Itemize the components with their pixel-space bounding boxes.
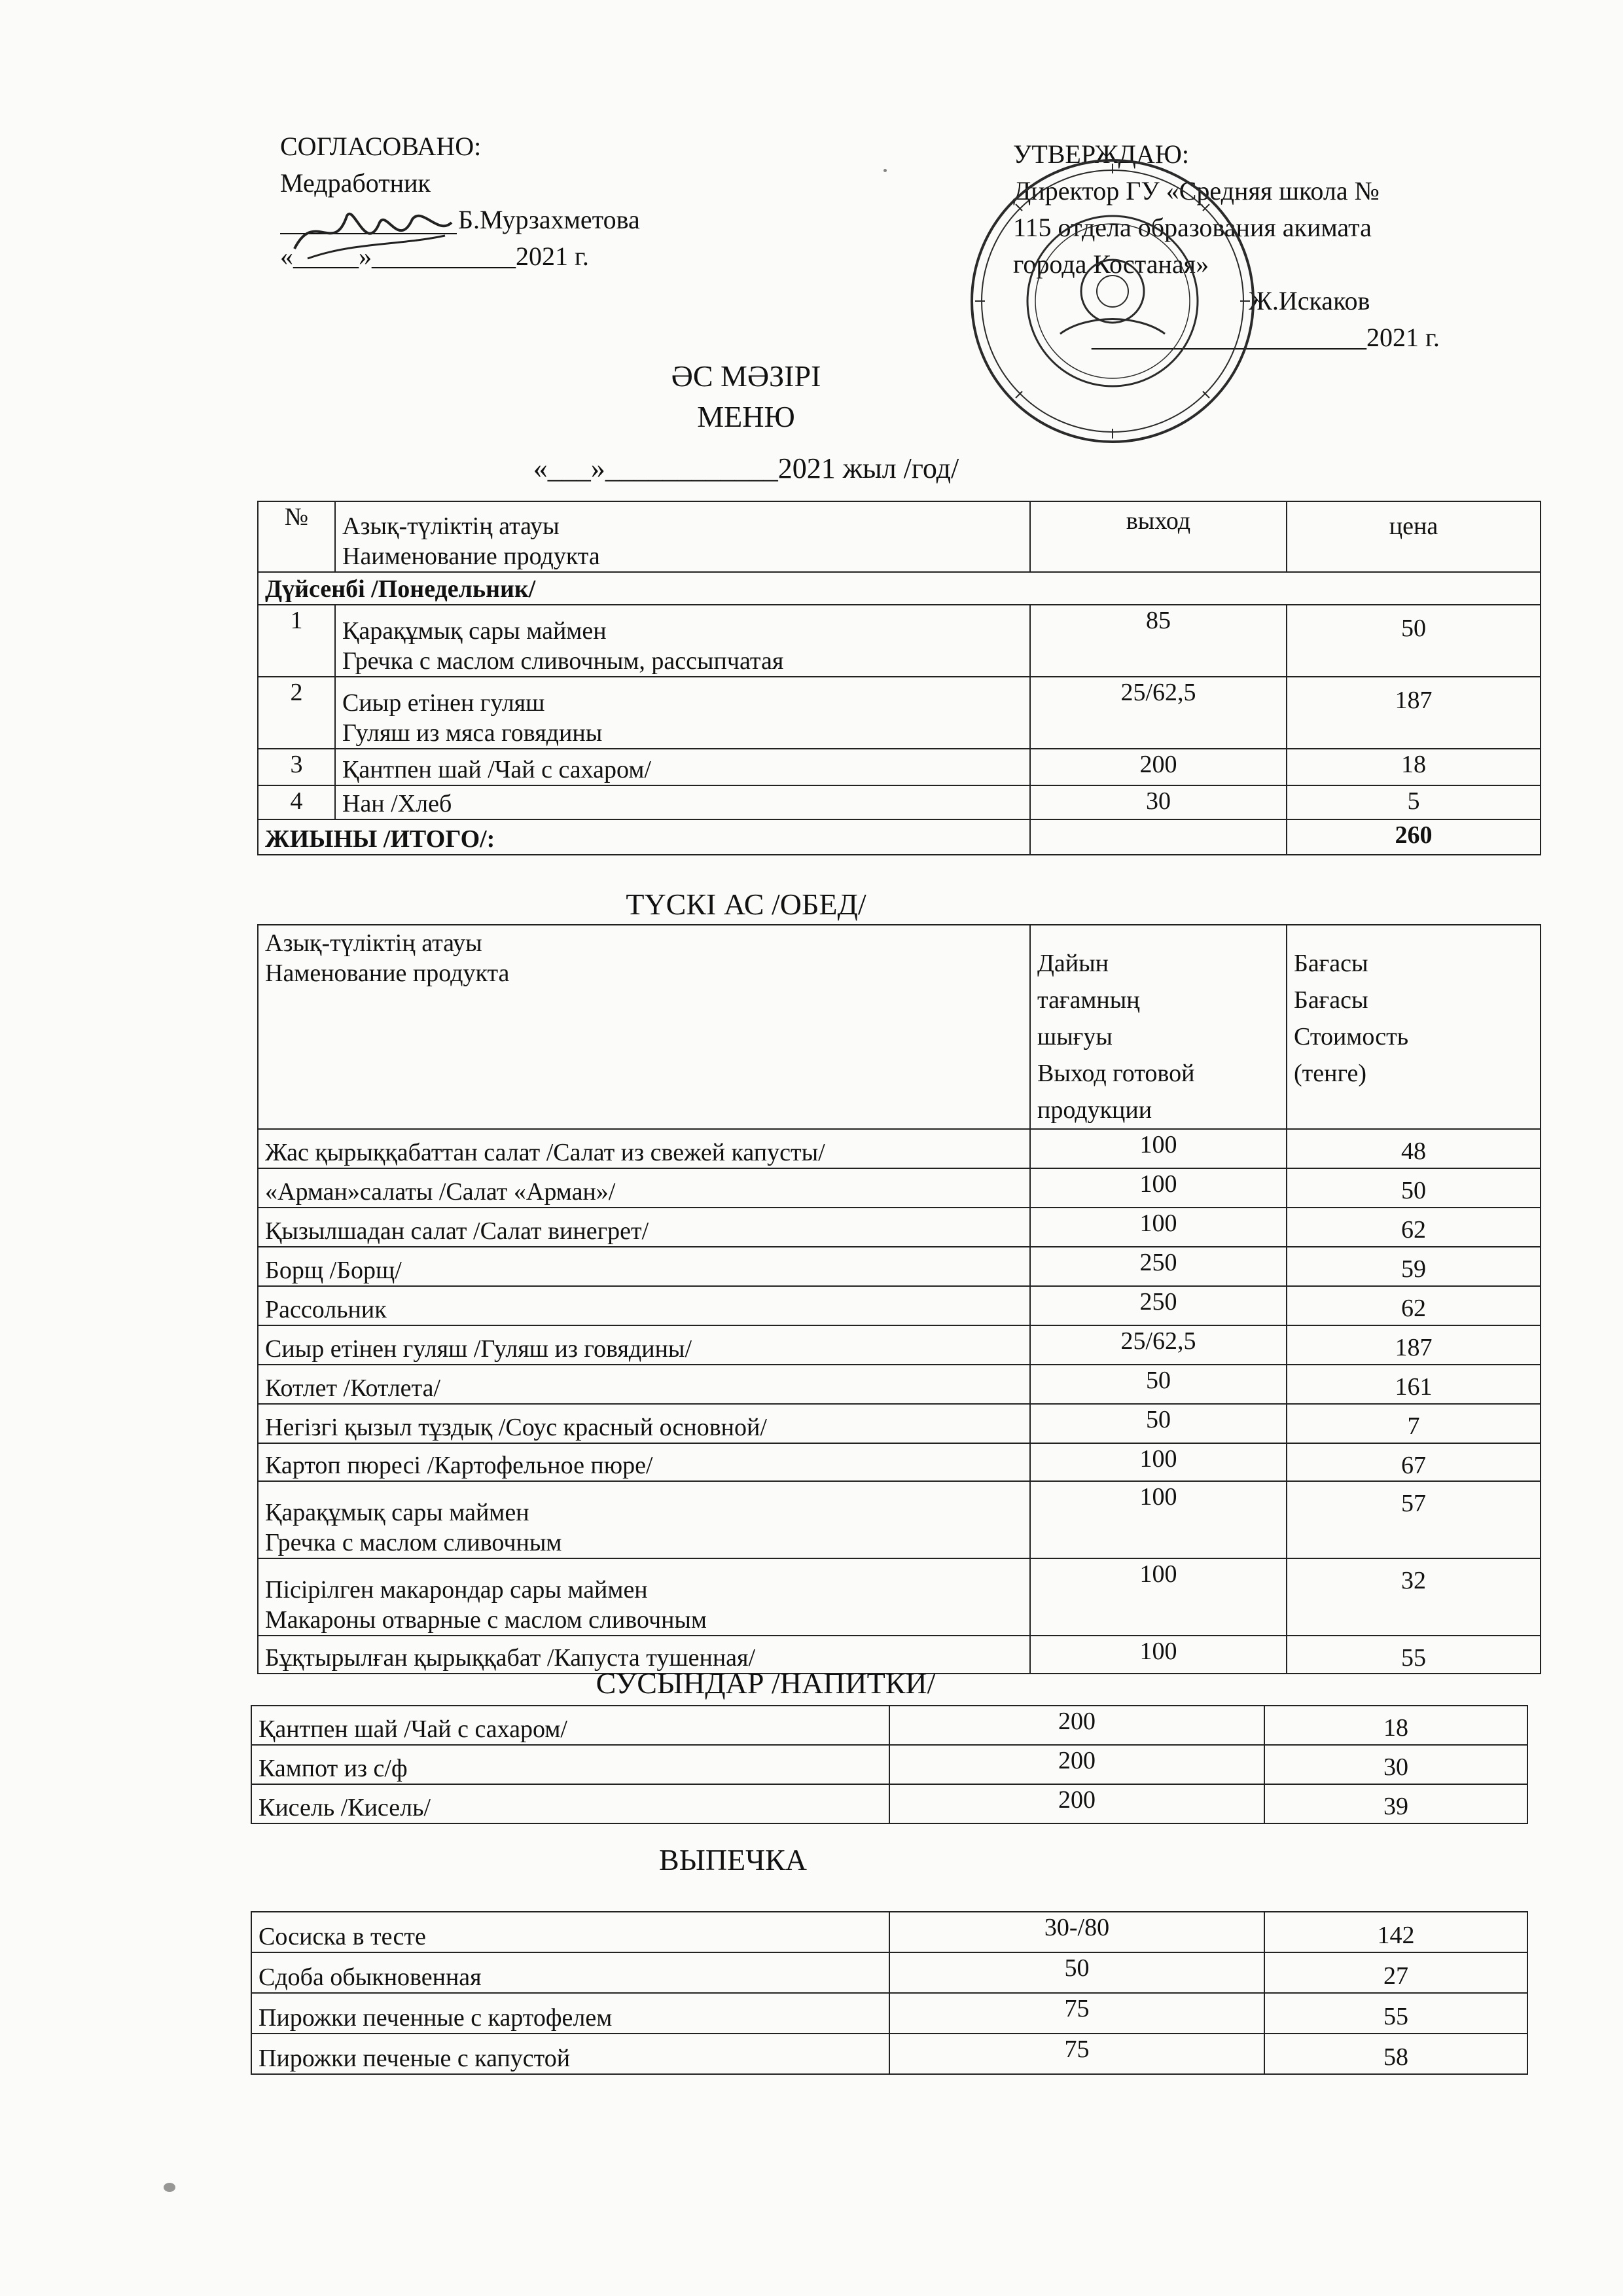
row-name: Сдоба обыкновенная bbox=[251, 1952, 889, 1993]
row-price: 187 bbox=[1287, 1325, 1541, 1365]
row-out: 200 bbox=[889, 1745, 1264, 1784]
row-price: 55 bbox=[1287, 1636, 1541, 1674]
row-out: 100 bbox=[1030, 1129, 1287, 1168]
row-name: Пирожки печеные с капустой bbox=[251, 2034, 889, 2074]
approved-right-line1: Директор ГУ «Средняя школа № bbox=[1013, 176, 1380, 206]
row-out: 100 bbox=[1030, 1481, 1287, 1558]
drinks-table bbox=[251, 1705, 1528, 1824]
row-name-1: Пісірілген макарондар сары маймен bbox=[265, 1576, 648, 1604]
row-price: 39 bbox=[1264, 1784, 1527, 1823]
lunch-title: ТҮСКІ АС /ОБЕД/ bbox=[626, 888, 866, 921]
approved-left-position: Медработник bbox=[280, 168, 431, 198]
row-price: 62 bbox=[1287, 1208, 1541, 1247]
row-no: 1 bbox=[258, 605, 335, 677]
row-name: Қантпен шай /Чай с сахаром/ bbox=[251, 1706, 889, 1745]
row-price: 58 bbox=[1264, 2034, 1527, 2074]
scan-speck bbox=[164, 2183, 175, 2192]
scan-speck bbox=[883, 169, 887, 172]
row-out: 250 bbox=[1030, 1286, 1287, 1325]
breakfast-table bbox=[257, 501, 1541, 855]
table-row bbox=[258, 1558, 1541, 1636]
row-name: Котлет /Котлета/ bbox=[258, 1365, 1030, 1404]
approved-right-date: _____________________2021 г. bbox=[1092, 323, 1440, 352]
row-name: Негізгі қызыл тұздық /Соус красный основной/ bbox=[258, 1404, 1030, 1443]
lunch-header-price-3: Стоимость bbox=[1294, 1023, 1409, 1050]
lunch-header-price-1: Бағасы bbox=[1294, 950, 1368, 977]
row-name-ru: Гречка с маслом сливочным, рассыпчатая bbox=[342, 647, 784, 675]
row-name: Сосиска в тесте bbox=[251, 1912, 889, 1952]
lunch-header-out bbox=[1030, 925, 1287, 1129]
header-name bbox=[335, 501, 1030, 572]
row-name: «Арман»салаты /Салат «Арман»/ bbox=[258, 1168, 1030, 1208]
row-name: Картоп пюресі /Картофельное пюре/ bbox=[258, 1443, 1030, 1481]
row-name: Борщ /Борщ/ bbox=[258, 1247, 1030, 1286]
approved-right-line2: 115 отдела образования акимата bbox=[1013, 213, 1372, 242]
row-price: 32 bbox=[1287, 1558, 1541, 1636]
row-name: Рассольник bbox=[258, 1286, 1030, 1325]
row-out: 75 bbox=[889, 1993, 1264, 2034]
table-row bbox=[251, 1745, 1527, 1784]
lunch-header-out-3: шығуы bbox=[1037, 1023, 1113, 1050]
row-out: 100 bbox=[1030, 1558, 1287, 1636]
table-row bbox=[251, 1993, 1527, 2034]
table-row bbox=[258, 785, 1541, 819]
approved-left-date: «_____»___________2021 г. bbox=[280, 242, 589, 271]
total-row bbox=[258, 819, 1541, 855]
row-name-ru: Гуляш из мяса говядины bbox=[342, 719, 603, 747]
row-name: Кампот из с/ф bbox=[251, 1745, 889, 1784]
table-row bbox=[251, 1952, 1527, 1993]
day-row bbox=[258, 572, 1541, 605]
total-value: 260 bbox=[1287, 819, 1541, 855]
total-empty bbox=[1030, 819, 1287, 855]
approved-left-title: СОГЛАСОВАНО: bbox=[280, 132, 482, 161]
lunch-header-price bbox=[1287, 925, 1541, 1129]
row-name: Қантпен шай /Чай с сахаром/ bbox=[335, 749, 1030, 785]
row-out: 30-/80 bbox=[889, 1912, 1264, 1952]
bakery-table bbox=[251, 1911, 1528, 2075]
row-name: Сиыр етінен гуляш /Гуляш из говядины/ bbox=[258, 1325, 1030, 1365]
row-price: 62 bbox=[1287, 1286, 1541, 1325]
row-price: 59 bbox=[1287, 1247, 1541, 1286]
row-price: 142 bbox=[1264, 1912, 1527, 1952]
approved-right-title: УТВЕРЖДАЮ: bbox=[1013, 139, 1189, 169]
approved-right-name: Ж.Искаков bbox=[1249, 286, 1370, 315]
row-price: 50 bbox=[1287, 605, 1541, 677]
title-kz: ӘС МӘЗІРІ bbox=[671, 359, 821, 393]
row-out: 30 bbox=[1030, 785, 1287, 819]
row-name-2: Гречка с маслом сливочным bbox=[265, 1529, 562, 1556]
table-row bbox=[251, 1784, 1527, 1823]
signature-left-icon bbox=[288, 196, 458, 268]
row-name: Бұқтырылған қырыққабат /Капуста тушенная/ bbox=[258, 1636, 1030, 1674]
row-name: Нан /Хлеб bbox=[335, 785, 1030, 819]
table-row bbox=[258, 1168, 1541, 1208]
header-price: цена bbox=[1287, 501, 1541, 572]
row-no: 3 bbox=[258, 749, 335, 785]
approved-left-name: Б.Мурзахметова bbox=[458, 205, 640, 234]
table-row bbox=[258, 1365, 1541, 1404]
table-row bbox=[251, 1706, 1527, 1745]
row-out: 85 bbox=[1030, 605, 1287, 677]
row-price: 27 bbox=[1264, 1952, 1527, 1993]
table-row bbox=[258, 605, 1541, 677]
row-name bbox=[335, 677, 1030, 749]
row-price: 48 bbox=[1287, 1129, 1541, 1168]
table-row bbox=[258, 1481, 1541, 1558]
header-out: выход bbox=[1030, 501, 1287, 572]
table-row bbox=[258, 1404, 1541, 1443]
row-out: 200 bbox=[889, 1706, 1264, 1745]
lunch-header-out-4: Выход готовой bbox=[1037, 1060, 1195, 1087]
row-price: 187 bbox=[1287, 677, 1541, 749]
row-no: 2 bbox=[258, 677, 335, 749]
lunch-header-name-kz: Азық-түліктің атауы bbox=[265, 929, 482, 957]
breakfast-header-row bbox=[258, 501, 1541, 572]
row-price: 161 bbox=[1287, 1365, 1541, 1404]
title-date: «___»____________2021 жыл /год/ bbox=[533, 452, 959, 484]
row-price: 55 bbox=[1264, 1993, 1527, 2034]
row-name-kz: Қарақұмық сары маймен bbox=[342, 617, 607, 645]
lunch-header-out-1: Дайын bbox=[1037, 950, 1109, 977]
row-out: 25/62,5 bbox=[1030, 677, 1287, 749]
table-row bbox=[258, 749, 1541, 785]
row-out: 200 bbox=[1030, 749, 1287, 785]
lunch-header-price-2: Бағасы bbox=[1294, 986, 1368, 1014]
table-row bbox=[258, 1129, 1541, 1168]
table-row bbox=[258, 1247, 1541, 1286]
lunch-header-out-5: продукции bbox=[1037, 1096, 1152, 1124]
lunch-header-name bbox=[258, 925, 1030, 1129]
row-price: 50 bbox=[1287, 1168, 1541, 1208]
row-name: Кисель /Кисель/ bbox=[251, 1784, 889, 1823]
row-name bbox=[258, 1558, 1030, 1636]
lunch-header-row bbox=[258, 925, 1541, 1129]
row-name: Жас қырыққабаттан салат /Салат из свежей капусты/ bbox=[258, 1129, 1030, 1168]
row-out: 75 bbox=[889, 2034, 1264, 2074]
row-price: 7 bbox=[1287, 1404, 1541, 1443]
table-row bbox=[258, 677, 1541, 749]
row-out: 50 bbox=[889, 1952, 1264, 1993]
row-name: Қызылшадан салат /Салат винегрет/ bbox=[258, 1208, 1030, 1247]
row-name-1: Қарақұмық сары маймен bbox=[265, 1499, 529, 1526]
table-row bbox=[258, 1208, 1541, 1247]
row-price: 18 bbox=[1287, 749, 1541, 785]
drinks-title: СУСЫНДАР /НАПИТКИ/ bbox=[596, 1666, 936, 1700]
row-name bbox=[258, 1481, 1030, 1558]
table-row bbox=[258, 1443, 1541, 1481]
row-out: 250 bbox=[1030, 1247, 1287, 1286]
row-out: 200 bbox=[889, 1784, 1264, 1823]
approved-right-line3: города Костаная» bbox=[1013, 249, 1209, 279]
lunch-header-price-4: (тенге) bbox=[1294, 1060, 1367, 1087]
table-row bbox=[251, 1912, 1527, 1952]
row-out: 50 bbox=[1030, 1404, 1287, 1443]
title-ru: МЕНЮ bbox=[697, 400, 795, 433]
bakery-title: ВЫПЕЧКА bbox=[659, 1843, 807, 1876]
row-no: 4 bbox=[258, 785, 335, 819]
header-name-ru: Наименование продукта bbox=[342, 543, 600, 570]
row-name-kz: Сиыр етінен гуляш bbox=[342, 689, 545, 717]
row-name bbox=[335, 605, 1030, 677]
header-no: № bbox=[258, 501, 335, 572]
row-price: 67 bbox=[1287, 1443, 1541, 1481]
row-out: 100 bbox=[1030, 1443, 1287, 1481]
lunch-table bbox=[257, 924, 1541, 1674]
table-row bbox=[251, 2034, 1527, 2074]
table-row bbox=[258, 1325, 1541, 1365]
row-out: 100 bbox=[1030, 1168, 1287, 1208]
header-name-kz: Азық-түліктің атауы bbox=[342, 512, 560, 540]
lunch-header-out-2: тағамның bbox=[1037, 986, 1140, 1014]
row-out: 25/62,5 bbox=[1030, 1325, 1287, 1365]
table-row bbox=[258, 1286, 1541, 1325]
row-out: 100 bbox=[1030, 1208, 1287, 1247]
row-price: 18 bbox=[1264, 1706, 1527, 1745]
row-price: 5 bbox=[1287, 785, 1541, 819]
lunch-header-name-ru: Наменование продукта bbox=[265, 960, 510, 987]
row-out: 50 bbox=[1030, 1365, 1287, 1404]
row-price: 57 bbox=[1287, 1481, 1541, 1558]
row-name-2: Макароны отварные с маслом сливочным bbox=[265, 1606, 707, 1634]
row-name: Пирожки печенные с картофелем bbox=[251, 1993, 889, 2034]
day-label: Дүйсенбі /Понедельник/ bbox=[258, 572, 1541, 605]
row-out: 100 bbox=[1030, 1636, 1287, 1674]
row-price: 30 bbox=[1264, 1745, 1527, 1784]
total-label: ЖИЫНЫ /ИТОГО/: bbox=[258, 819, 1030, 855]
